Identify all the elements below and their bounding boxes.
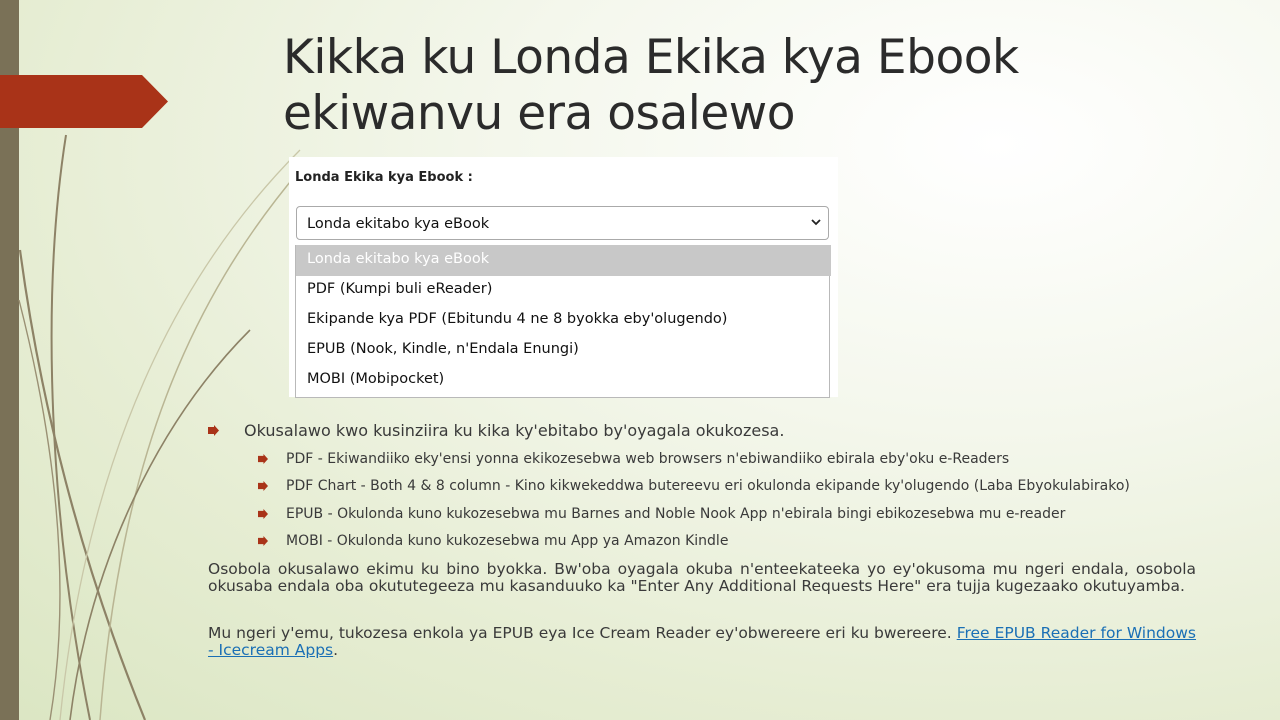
arrow-bullet-icon: [258, 536, 268, 546]
slide-title-line2: ekiwanvu era osalewo: [283, 86, 795, 141]
arrow-bullet-icon: [208, 425, 219, 436]
paragraph-two-text: Mu ngeri y'emu, tukozesa enkola ya EPUB eya Ice Cream Reader ey'obwereere eri ku bwereere.: [208, 624, 957, 642]
sub-bullet-mobi: [258, 533, 1188, 551]
format-select[interactable]: [296, 206, 829, 240]
sub-bullet-pdf: [258, 451, 1188, 469]
main-bullet-text: Okusalawo kwo kusinziira ku kika ky'ebitabo by'oyagala okukozesa.: [244, 421, 785, 440]
icecream-reader-link[interactable]: Free EPUB Reader for Windows - Icecream Apps: [208, 624, 1197, 659]
slide-title: [283, 30, 1183, 142]
sub-bullet-text: PDF Chart - Both 4 & 8 column - Kino kikwekeddwa butereevu eri okulonda ekipande ky'olugendo (Laba Ebyokulabirako): [286, 478, 1130, 494]
format-option-pdf-chart[interactable]: Ekipande kya PDF (Ebitundu 4 ne 8 byokka eby'olugendo): [307, 311, 728, 327]
accent-arrow-tab: [0, 75, 168, 128]
paragraph-two: [208, 625, 1196, 659]
arrow-bullet-icon: [258, 509, 268, 519]
main-bullet: [208, 421, 1188, 441]
format-option-epub[interactable]: EPUB (Nook, Kindle, n'Endala Enungi): [307, 341, 579, 357]
format-select-value: Londa ekitabo kya eBook: [307, 216, 490, 232]
sub-bullet-text: EPUB - Okulonda kuno kukozesebwa mu Barnes and Noble Nook App n'ebirala bingi ebikozesebwa mu e-reader: [286, 506, 1066, 522]
sub-bullet-epub: [258, 506, 1188, 524]
arrow-bullet-icon: [258, 481, 268, 491]
format-option-placeholder[interactable]: Londa ekitabo kya eBook: [296, 245, 831, 276]
paragraph-two-trailing: .: [333, 641, 339, 659]
format-option-mobi[interactable]: MOBI (Mobipocket): [307, 371, 445, 387]
format-select-label: Londa Ekika kya Ebook :: [295, 170, 473, 185]
format-option-pdf[interactable]: PDF (Kumpi buli eReader): [307, 281, 493, 297]
format-options-list: [295, 245, 830, 398]
slide-title-line1: Kikka ku Londa Ekika kya Ebook: [283, 30, 1019, 85]
arrow-bullet-icon: [258, 454, 268, 464]
ebook-format-screenshot: [289, 157, 838, 397]
sub-bullet-text: MOBI - Okulonda kuno kukozesebwa mu App ya Amazon Kindle: [286, 533, 729, 549]
paragraph-one: Osobola okusalawo ekimu ku bino byokka. Bw'oba oyagala okuba n'enteekateeka yo ey'okusoma mu ngeri endala, osobola okusaba endala oba okututegeeza mu kasanduuko ka "Enter Any Additional Requests Here" era tujja kugezaako okutuyamba.: [208, 560, 1196, 595]
sub-bullet-text: PDF - Ekiwandiiko eky'ensi yonna ekikozesebwa web browsers n'ebiwandiiko ebirala eby'oku e-Readers: [286, 451, 1010, 467]
chevron-down-icon: [810, 216, 822, 228]
sub-bullet-pdf-chart: [258, 478, 1188, 496]
